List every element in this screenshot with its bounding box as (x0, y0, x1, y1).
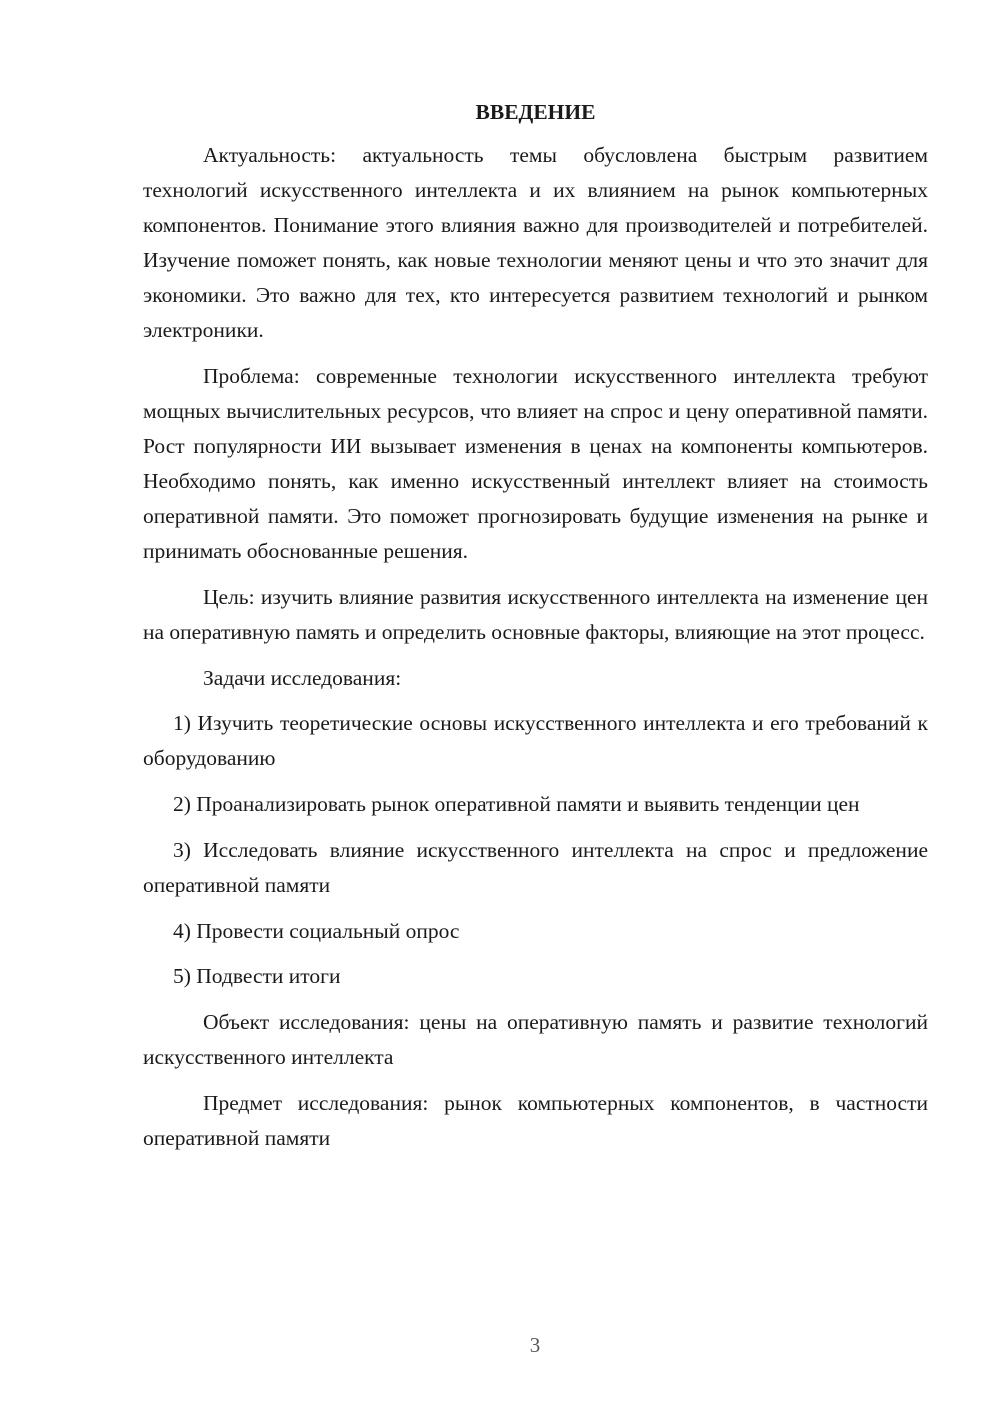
page-number: 3 (529, 1333, 541, 1357)
task-item-5: 5) Подвести итоги (173, 964, 341, 988)
tasks-list (143, 706, 928, 994)
relevance-paragraph: Актуальность: актуальность темы обусловлена быстрым развитием технологий искусственного интеллекта и их влиянием на рынок компьютерных компонентов. Понимание этого влияния важно для производителей и потребителей. Изучение поможет понять, как новые технологии меняют цены и что это значит для экономики. Это важно для тех, кто интересуется развитием технологий и рынком электроники. (143, 143, 928, 342)
tasks-heading: Задачи исследования: (203, 666, 402, 690)
document-page (143, 96, 928, 1167)
subject-paragraph: Предмет исследования: рынок компьютерных компонентов, в частности оперативной памяти (143, 1091, 928, 1150)
task-item-1: 1) Изучить теоретические основы искусственного интеллекта и его требований к оборудованию (143, 711, 928, 770)
problem-paragraph: Проблема: современные технологии искусственного интеллекта требуют мощных вычислительных ресурсов, что влияет на спрос и цену оперативной памяти. Рост популярности ИИ вызывает изменения в ценах на компоненты компьютеров. Необходимо понять, как именно искусственный интеллект влияет на стоимость оперативной памяти. Это поможет прогнозировать будущие изменения на рынке и принимать обоснованные решения. (143, 364, 928, 563)
task-item-4: 4) Провести социальный опрос (173, 919, 460, 943)
goal-paragraph: Цель: изучить влияние развития искусственного интеллекта на изменение цен на оперативную память и определить основные факторы, влияющие на этот процесс. (143, 585, 928, 644)
object-paragraph: Объект исследования: цены на оперативную память и развитие технологий искусственного интеллекта (143, 1010, 928, 1069)
task-item-3: 3) Исследовать влияние искусственного интеллекта на спрос и предложение оперативной памяти (143, 838, 928, 897)
task-item-2: 2) Проанализировать рынок оперативной памяти и выявить тенденции цен (173, 792, 860, 816)
page-title: ВВЕДЕНИЕ (475, 100, 596, 124)
